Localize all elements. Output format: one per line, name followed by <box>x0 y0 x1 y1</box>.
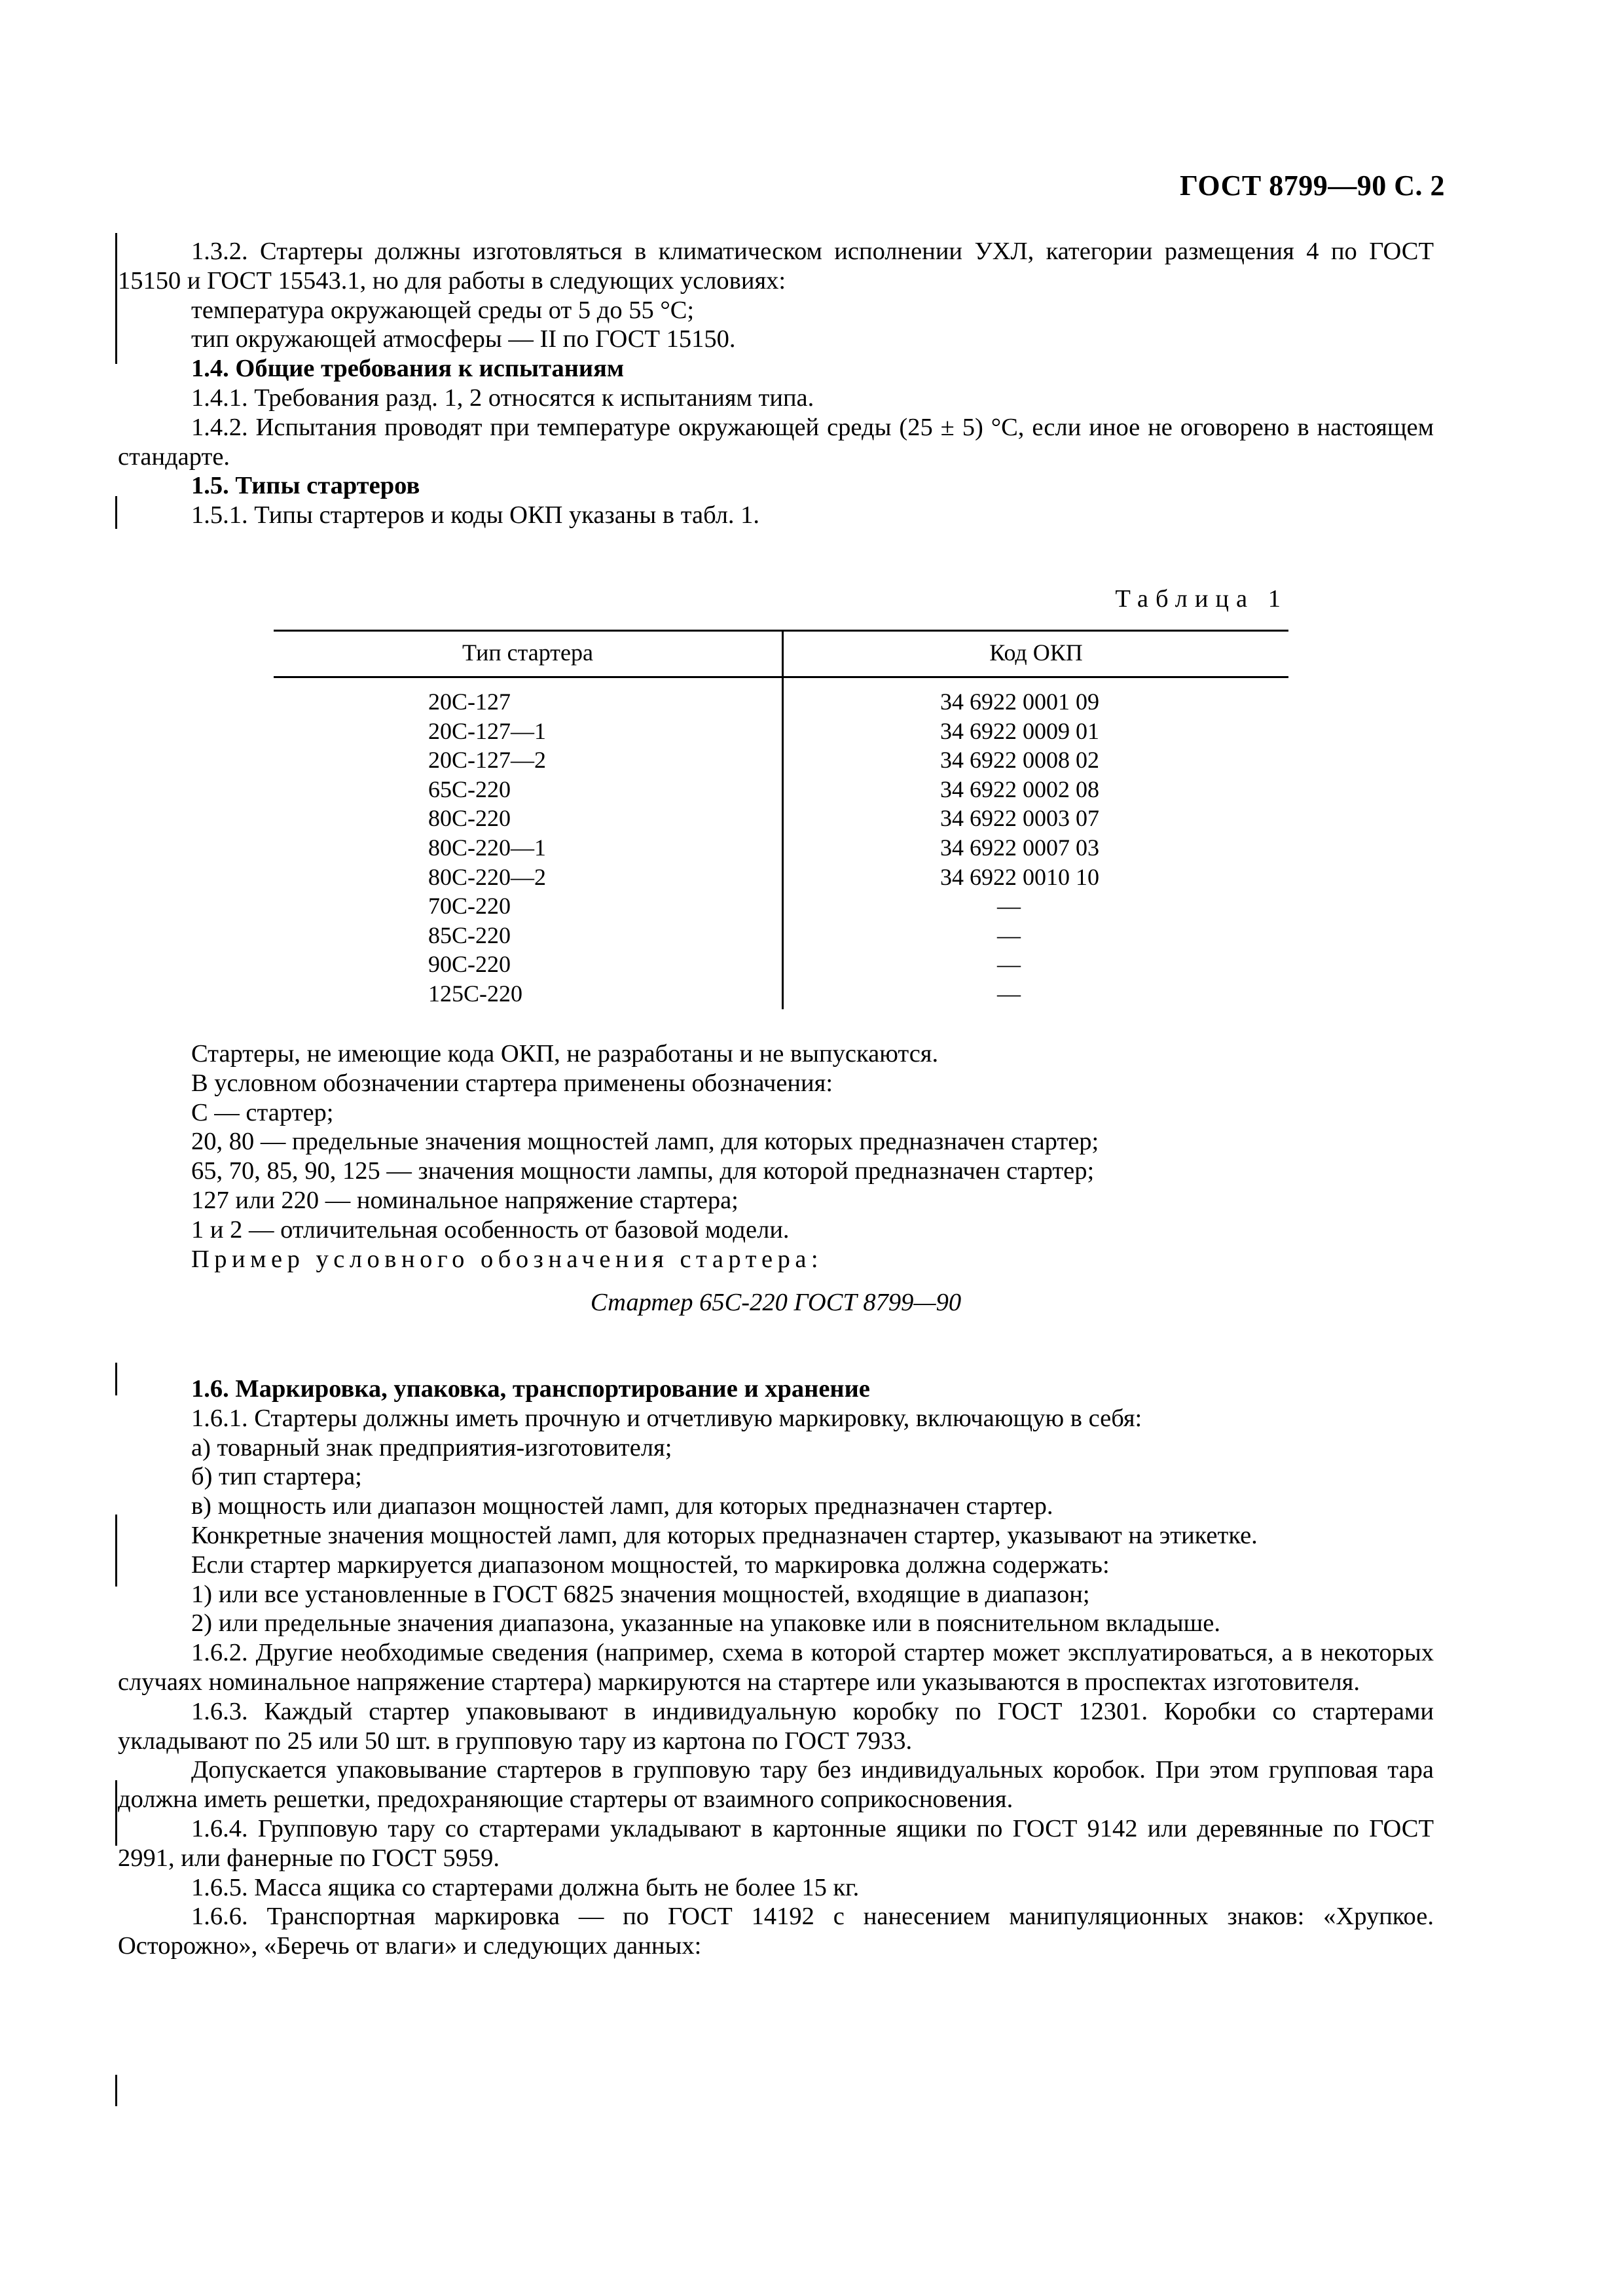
clause-1-3-2: 1.3.2. Стартеры должны изготовляться в климатическом исполнении УХЛ, категории размещения 4 по ГОСТ 15150 и ГОСТ 15543.1, но для работы в следующих условиях: <box>118 238 1434 295</box>
table-cell-type: 20С-127—1 <box>428 717 546 744</box>
table-header-rule <box>274 676 1288 678</box>
revision-bar <box>115 1780 117 1846</box>
clause-1-6-3: 1.6.3. Каждый стартер упаковывают в индивидуальную коробку по ГОСТ 12301. Коробки со стартерами укладывают по 25 или 50 шт. в групповую тару из картона по ГОСТ 7933. <box>118 1697 1434 1755</box>
table-cell-code: — <box>997 922 1021 948</box>
designation-item: 1 и 2 — отличительная особенность от базовой модели. <box>191 1215 790 1244</box>
revision-bar <box>115 233 117 364</box>
table-cell-type: 80С-220—2 <box>428 863 546 890</box>
table-header-okp: Код ОКП <box>989 639 1083 666</box>
page-header: ГОСТ 8799—90 С. 2 <box>1179 170 1445 202</box>
table-cell-type: 80С-220 <box>428 805 511 832</box>
table-cell-type: 20С-127—2 <box>428 747 546 774</box>
list-item: в) мощность или диапазон мощностей ламп, для которых предназначен стартер. <box>191 1492 1053 1520</box>
list-item: б) тип стартера; <box>191 1463 362 1491</box>
designation-item: С — стартер; <box>191 1098 334 1126</box>
revision-bar <box>115 1515 117 1587</box>
revision-bar <box>115 1363 117 1395</box>
text-block-intro <box>118 237 1434 530</box>
paragraph: Допускается упаковывание стартеров в групповую тару без индивидуальных коробок. При этом групповая тара должна иметь решетки, предохраняющие стартеры от взаимного соприкосновения. <box>118 1756 1434 1814</box>
designation-intro: В условном обозначении стартера применены обозначения: <box>191 1069 833 1097</box>
text-block-marking <box>118 1374 1434 1961</box>
table-cell-type: 90С-220 <box>428 951 511 978</box>
example-heading: Пример условного обозначения стартера: <box>191 1245 824 1273</box>
clause-1-6-5: 1.6.5. Масса ящика со стартерами должна быть не более 15 кг. <box>191 1873 860 1901</box>
table-cell-code: — <box>997 893 1021 920</box>
designation-item: 20, 80 — предельные значения мощностей ламп, для которых предназначен стартер; <box>191 1128 1099 1156</box>
revision-bar <box>115 2075 117 2106</box>
table-column-types <box>428 687 546 1009</box>
clause-line: температура окружающей среды от 5 до 55 °С; <box>191 296 695 324</box>
table-cell-code: 34 6922 0001 09 <box>940 689 1099 715</box>
designation-item: 127 или 220 — номинальное напряжение стартера; <box>191 1186 739 1214</box>
table-cell-type: 65С-220 <box>428 776 511 802</box>
table-cell-code: 34 6922 0007 03 <box>940 834 1099 861</box>
table-cell-type: 80С-220—1 <box>428 834 546 861</box>
clause-1-5-1: 1.5.1. Типы стартеров и коды ОКП указаны в табл. 1. <box>191 501 760 529</box>
example-designation: Стартер 65С-220 ГОСТ 8799—90 <box>590 1289 962 1317</box>
text-block-designation <box>118 1039 1434 1318</box>
clause-1-6-4: 1.6.4. Групповую тару со стартерами укладывают в картонные ящики по ГОСТ 9142 или деревянные по ГОСТ 2991, или фанерные по ГОСТ 5959. <box>118 1814 1434 1872</box>
table-caption: Таблица 1 <box>1115 585 1288 613</box>
table-top-rule <box>274 630 1288 632</box>
clause-1-4-1: 1.4.1. Требования разд. 1, 2 относятся к испытаниям типа. <box>191 384 814 412</box>
clause-1-4-2: 1.4.2. Испытания проводят при температуре окружающей среды (25 ± 5) °С, если иное не оговорено в настоящем стандарте. <box>118 413 1434 471</box>
designation-item: 65, 70, 85, 90, 125 — значения мощности лампы, для которой предназначен стартер; <box>191 1157 1095 1185</box>
table-cell-code: 34 6922 0002 08 <box>940 776 1099 802</box>
section-heading-1-4: 1.4. Общие требования к испытаниям <box>191 355 625 383</box>
table-cell-type: 70С-220 <box>428 893 511 920</box>
table-cell-type: 125С-220 <box>428 980 522 1007</box>
table-cell-type: 20С-127 <box>428 689 511 715</box>
note-no-okp: Стартеры, не имеющие кода ОКП, не разработаны и не выпускаются. <box>191 1040 939 1067</box>
table-header-type: Тип стартера <box>462 639 593 666</box>
clause-1-6-6: 1.6.6. Транспортная маркировка — по ГОСТ 14192 с нанесением манипуляционных знаков: «Хрупкое. Осторожно», «Беречь от влаги» и следующих данных: <box>118 1903 1434 1960</box>
section-heading-1-6: 1.6. Маркировка, упаковка, транспортирование и хранение <box>191 1375 870 1403</box>
table-column-codes <box>940 687 1099 1009</box>
list-item: а) товарный знак предприятия-изготовителя; <box>191 1433 672 1462</box>
table-cell-type: 85С-220 <box>428 922 511 948</box>
table-cell-code: — <box>997 951 1021 978</box>
revision-bar <box>115 496 117 529</box>
table-cell-code: — <box>997 980 1021 1007</box>
clause-line: тип окружающей атмосферы — II по ГОСТ 15150. <box>191 325 736 353</box>
table-cell-code: 34 6922 0009 01 <box>940 717 1099 744</box>
table-cell-code: 34 6922 0008 02 <box>940 747 1099 774</box>
table-column-divider <box>782 630 784 1009</box>
clause-1-6-1: 1.6.1. Стартеры должны иметь прочную и отчетливую маркировку, включающую в себя: <box>191 1404 1142 1432</box>
paragraph: Если стартер маркируется диапазоном мощностей, то маркировка должна содержать: <box>191 1551 1110 1579</box>
clause-1-6-2: 1.6.2. Другие необходимые сведения (например, схема в которой стартер может эксплуатироваться, а в некоторых случаях номинальное напряжение стартера) маркируются на стартере или указываются в проспектах изготовителя. <box>118 1639 1434 1696</box>
list-item: 2) или предельные значения диапазона, указанные на упаковке или в пояснительном вкладыше. <box>191 1609 1220 1638</box>
paragraph: Конкретные значения мощностей ламп, для которых предназначен стартер, указывают на этикетке. <box>191 1521 1258 1549</box>
table-cell-code: 34 6922 0003 07 <box>940 805 1099 832</box>
table-cell-code: 34 6922 0010 10 <box>940 863 1099 890</box>
list-item: 1) или все установленные в ГОСТ 6825 значения мощностей, входящие в диапазон; <box>191 1580 1090 1608</box>
section-heading-1-5: 1.5. Типы стартеров <box>191 472 420 500</box>
